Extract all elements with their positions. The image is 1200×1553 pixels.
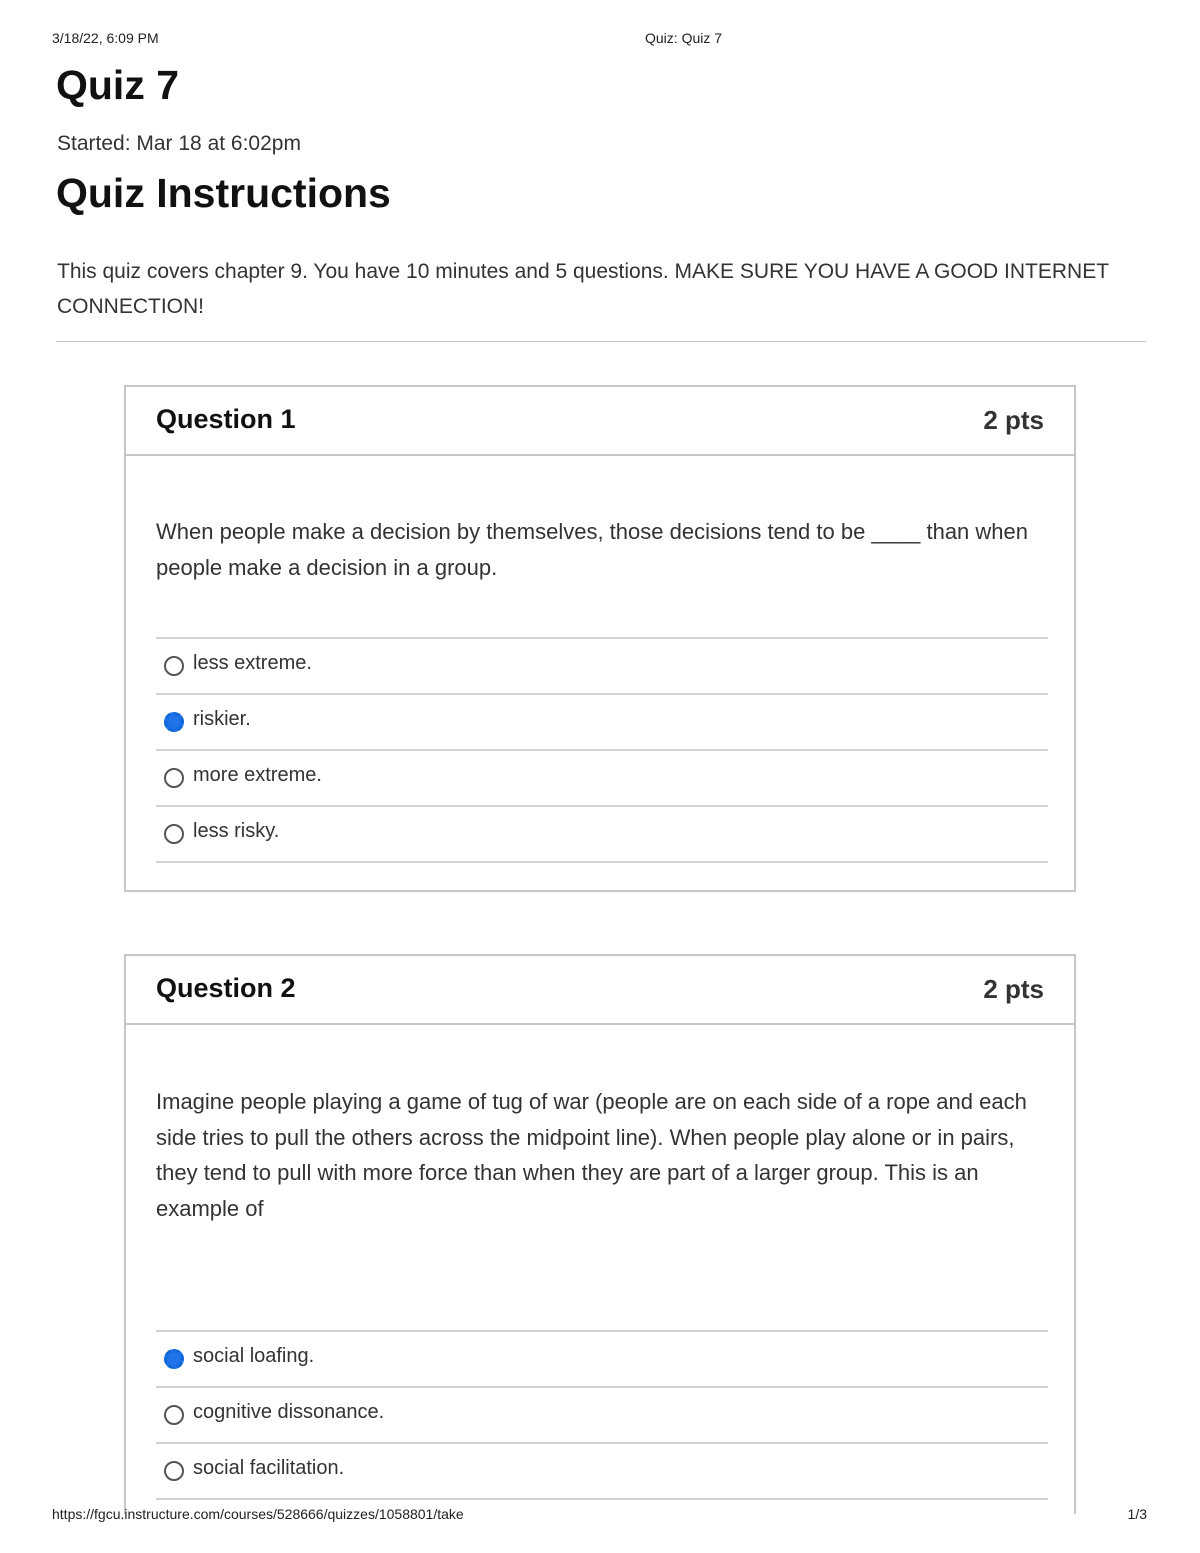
radio-button[interactable] xyxy=(164,656,184,676)
radio-button[interactable] xyxy=(164,1349,184,1369)
section-divider xyxy=(56,341,1146,342)
answer-option[interactable] xyxy=(156,637,1048,693)
answer-option[interactable] xyxy=(156,1442,1048,1500)
radio-button[interactable] xyxy=(164,712,184,732)
print-doc-title: Quiz: Quiz 7 xyxy=(645,30,723,46)
radio-button[interactable] xyxy=(164,1405,184,1425)
answer-option[interactable] xyxy=(156,693,1048,749)
answer-label[interactable]: cognitive dissonance. xyxy=(193,1401,385,1423)
answer-list xyxy=(156,1330,1048,1500)
answer-option[interactable] xyxy=(156,805,1048,863)
answer-label[interactable]: more extreme. xyxy=(193,764,322,786)
question-header xyxy=(126,956,1074,1025)
answer-list xyxy=(156,637,1048,863)
quiz-started-time: Started: Mar 18 at 6:02pm xyxy=(57,132,301,155)
question-header xyxy=(126,387,1074,456)
question-text: When people make a decision by themselves, those decisions tend to be ____ than when people make a decision in a group. xyxy=(156,519,1028,580)
answer-option[interactable] xyxy=(156,749,1048,805)
question-points: 2 pts xyxy=(983,405,1044,435)
question-text: Imagine people playing a game of tug of war (people are on each side of a rope and each side tries to pull the others across the midpoint line). When people play alone or in pairs, they tend to pull with more force than when they are part of a larger group. This is an example of xyxy=(156,1089,1027,1221)
answer-label[interactable]: riskier. xyxy=(193,708,251,730)
instructions-text: This quiz covers chapter 9. You have 10 minutes and 5 questions. MAKE SURE YOU HAVE A GOOD INTERNET CONNECTION! xyxy=(57,260,1109,318)
answer-label[interactable]: less extreme. xyxy=(193,652,312,674)
question-title: Question 2 xyxy=(156,973,296,1003)
radio-button[interactable] xyxy=(164,1461,184,1481)
print-page-number: 1/3 xyxy=(1127,1506,1147,1522)
radio-button[interactable] xyxy=(164,768,184,788)
question-card-1 xyxy=(124,385,1076,892)
page-title: Quiz 7 xyxy=(56,62,180,108)
answer-label[interactable]: social facilitation. xyxy=(193,1457,345,1479)
answer-option[interactable] xyxy=(156,1330,1048,1386)
answer-option[interactable] xyxy=(156,1386,1048,1442)
question-title: Question 1 xyxy=(156,404,296,434)
print-url: https://fgcu.instructure.com/courses/528666/quizzes/1058801/take xyxy=(52,1506,464,1522)
radio-button[interactable] xyxy=(164,824,184,844)
question-points: 2 pts xyxy=(983,974,1044,1004)
question-card-2 xyxy=(124,954,1076,1514)
answer-label[interactable]: social loafing. xyxy=(193,1345,315,1367)
print-datetime: 3/18/22, 6:09 PM xyxy=(52,30,159,46)
answer-label[interactable]: less risky. xyxy=(193,820,280,842)
instructions-heading: Quiz Instructions xyxy=(56,170,391,216)
